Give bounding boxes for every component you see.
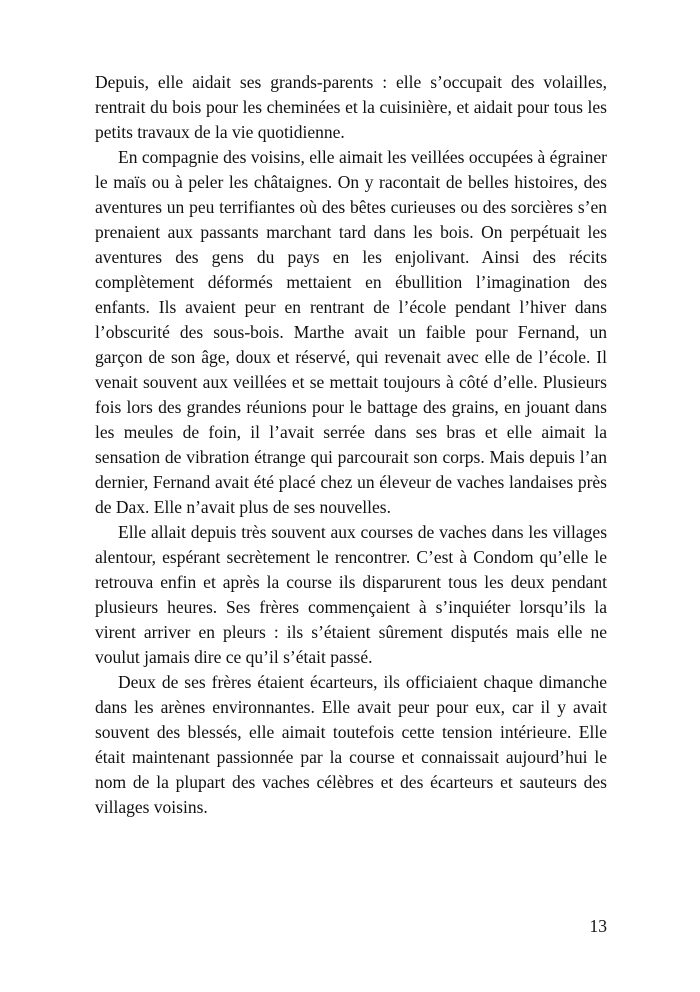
page-number: 13: [589, 916, 607, 936]
paragraph-3: Elle allait depuis très souvent aux courses de vaches dans les villages alentour, espérant secrètement le rencontrer. C’est à Condom qu’elle le retrouva enfin et après la course ils disparurent tous les deux pendant plusieurs heures. Ses frères commençaient à s’inquiéter lorsqu’ils la virent arriver en pleurs : ils s’étaient sûrement disputés mais elle ne voulut jamais dire ce qu’il s’était passé.: [95, 522, 607, 667]
paragraph-1: Depuis, elle aidait ses grands-parents : elle s’occupait des volailles, rentrait du bois pour les cheminées et la cuisinière, et aidait pour tous les petits travaux de la vie quotidienne.: [95, 72, 607, 142]
body-text: [95, 70, 607, 820]
paragraph-4: Deux de ses frères étaient écarteurs, ils officiaient chaque dimanche dans les arènes environnantes. Elle avait peur pour eux, car il y avait souvent des blessés, elle aimait toutefois cette tension intérieure. Elle était maintenant passionnée par la course et connaissait aujourd’hui le nom de la plupart des vaches célèbres et des écarteurs et sauteurs des villages voisins.: [95, 672, 607, 817]
paragraph-2: En compagnie des voisins, elle aimait les veillées occupées à égrainer le maïs ou à peler les châtaignes. On y racontait de belles histoires, des aventures un peu terrifiantes où des bêtes curieuses ou des sorcières s’en prenaient aux passants marchant tard dans les bois. On perpétuait les aventures des gens du pays en les enjolivant. Ainsi des récits complètement déformés mettaient en ébullition l’imagination des enfants. Ils avaient peur en rentrant de l’école pendant l’hiver dans l’obscurité des sous-bois. Marthe avait un faible pour Fernand, un garçon de son âge, doux et réservé, qui revenait avec elle de l’école. Il venait souvent aux veillées et se mettait toujours à côté d’elle. Plusieurs fois lors des grandes réunions pour le battage des grains, en jouant dans les meules de foin, il l’avait serrée dans ses bras et elle aimait la sensation de vibration étrange qui parcourait son corps. Mais depuis l’an dernier, Fernand avait été placé chez un éleveur de vaches landaises près de Dax. Elle n’avait plus de ses nouvelles.: [95, 147, 607, 517]
